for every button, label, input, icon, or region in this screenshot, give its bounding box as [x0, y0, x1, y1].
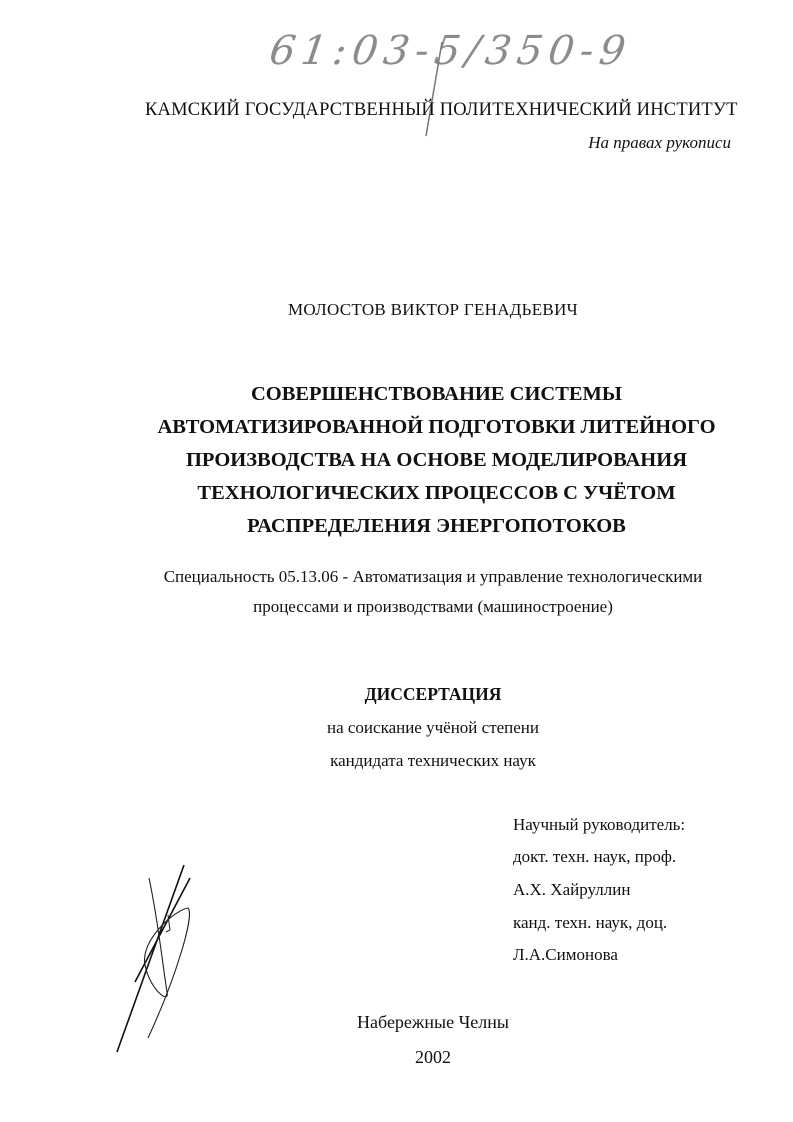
- handwritten-slash-mark: [420, 40, 450, 140]
- handwritten-archive-code: 61:03-5/350-9: [266, 28, 635, 74]
- advisor-title: канд. техн. наук, доц.: [513, 913, 668, 932]
- title-line: РАСПРЕДЕЛЕНИЯ ЭНЕРГОПОТОКОВ: [247, 515, 626, 537]
- advisor-name: Л.А.Симонова: [513, 945, 618, 964]
- author-name: МОЛОСТОВ ВИКТОР ГЕНАДЬЕВИЧ: [288, 300, 578, 319]
- specialty-line: Специальность 05.13.06 - Автоматизация и управление технологическими: [163, 567, 703, 586]
- institute-name: КАМСКИЙ ГОСУДАРСТВЕННЫЙ ПОЛИТЕХНИЧЕСКИЙ ИНСТИТУТ: [145, 100, 738, 120]
- title-line: ПРОИЗВОДСТВА НА ОСНОВЕ МОДЕЛИРОВАНИЯ: [185, 449, 688, 471]
- advisor-name: А.Х. Хайруллин: [513, 880, 631, 899]
- specialty-line: процессами и производствами (машиностроение): [253, 597, 613, 616]
- title-line: ТЕХНОЛОГИЧЕСКИХ ПРОЦЕССОВ С УЧЁТОМ: [197, 482, 676, 504]
- manuscript-rights-note: На правах рукописи: [588, 133, 731, 152]
- advisor-title: докт. техн. наук, проф.: [513, 847, 677, 866]
- advisor-heading: Научный руководитель:: [513, 815, 686, 834]
- document-type: ДИССЕРТАЦИЯ: [364, 684, 502, 704]
- title-line: АВТОМАТИЗИРОВАННОЙ ПОДГОТОВКИ ЛИТЕЙНОГО: [157, 416, 716, 438]
- year: 2002: [415, 1047, 451, 1067]
- degree-line: кандидата технических наук: [330, 751, 536, 770]
- city: Набережные Челны: [357, 1012, 509, 1032]
- degree-line: на соискание учёной степени: [326, 718, 540, 737]
- title-line: СОВЕРШЕНСТВОВАНИЕ СИСТЕМЫ: [250, 383, 623, 405]
